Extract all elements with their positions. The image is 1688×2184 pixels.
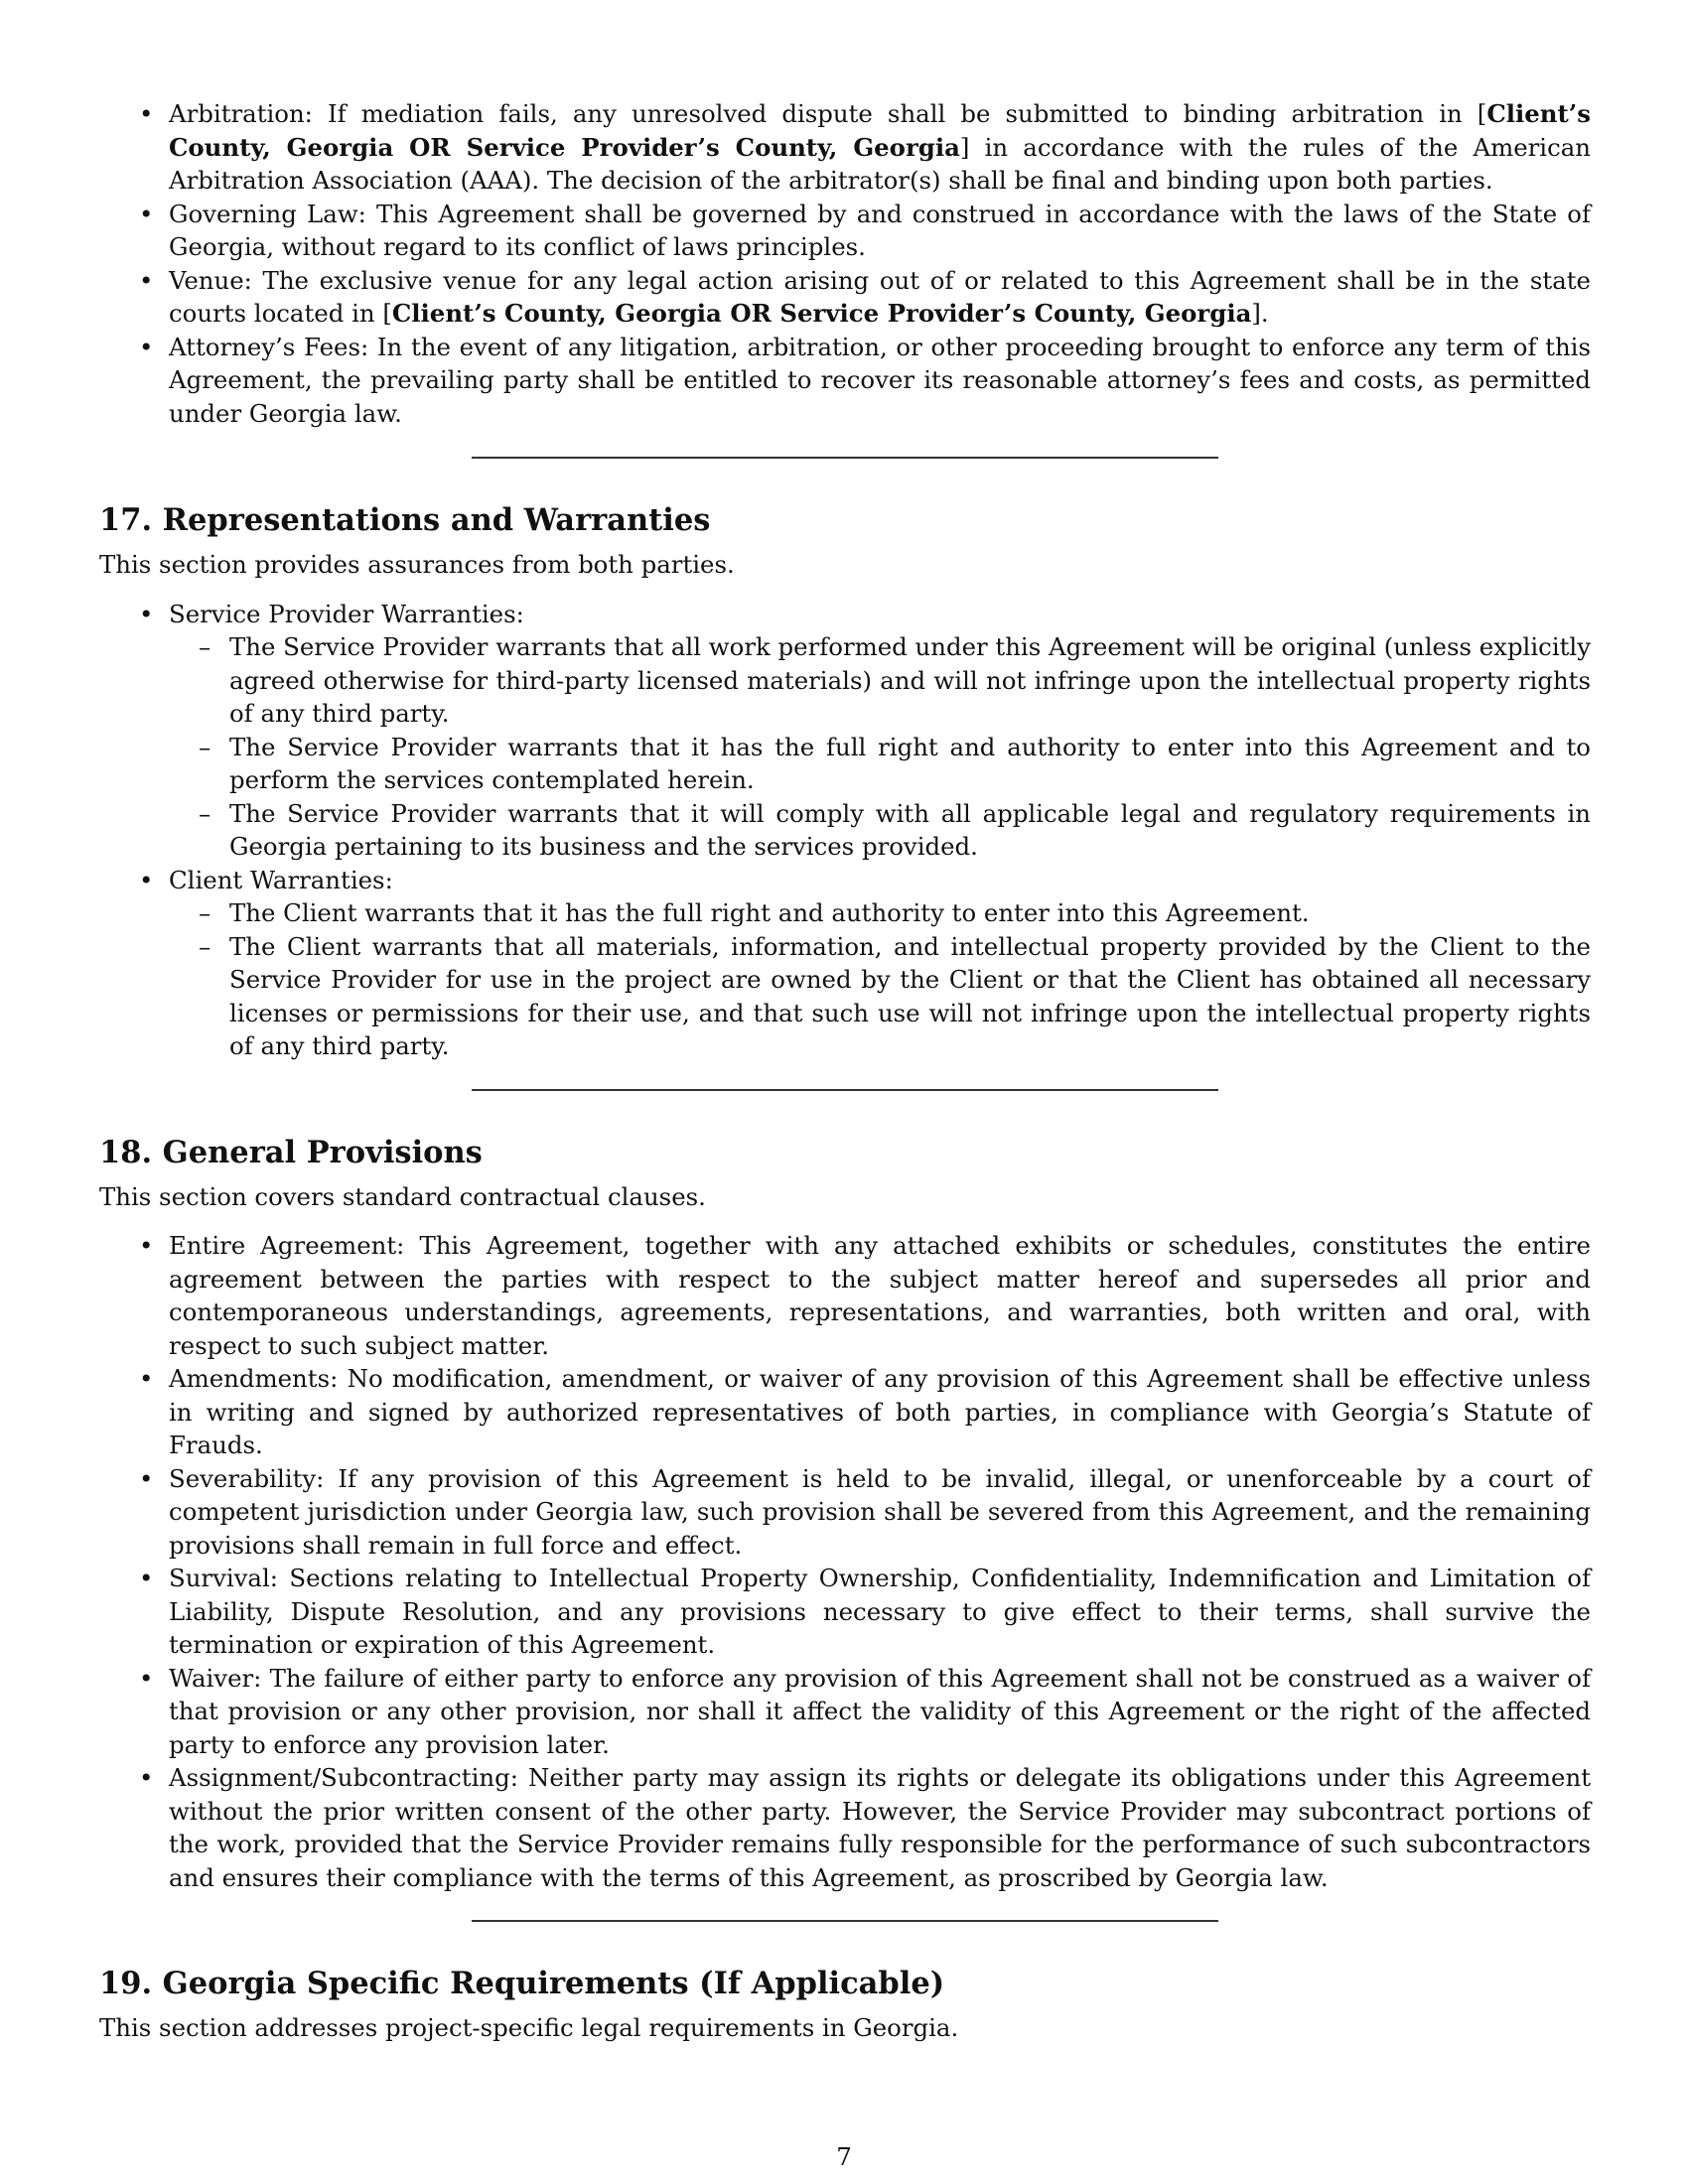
section-17-intro: This section provides assurances from both parties. xyxy=(99,550,735,579)
warranties-list xyxy=(99,598,1591,1063)
sublist xyxy=(169,630,1591,864)
sublist-item: – The Service Provider warrants that it has the full right and authority to enter into this Agreement and to perform the services contemplated herein. xyxy=(169,731,1591,797)
section-18-heading: 18. General Provisions xyxy=(99,1134,483,1170)
section-divider xyxy=(472,1920,1218,1922)
section-19-intro: This section addresses project-specific legal requirements in Georgia. xyxy=(99,2013,959,2042)
sublist-item: – The Service Provider warrants that all work performed under this Agreement will be original (unless explicitly agreed otherwise for third-party licensed materials) and will not infringe upon the intellectual property rights of any third party. xyxy=(169,630,1591,731)
list-item-arbitration: • Arbitration: If mediation fails, any unresolved dispute shall be submitted to binding arbitration in [Client’s County, Georgia OR Service Provider’s County, Georgia] in accordance with the rules of the American Arbitration Association (AAA). The decision of the arbitrator(s) shall be final and binding upon both parties. xyxy=(99,97,1591,198)
list-item: • Amendments: No modification, amendment, or waiver of any provision of this Agreement shall be effective unless in writing and signed by authorized representatives of both parties, in compliance with Georgia’s Statute of Frauds. xyxy=(99,1362,1591,1462)
section-17-heading: 17. Representations and Warranties xyxy=(99,502,711,538)
sublist-item: – The Service Provider warrants that it will comply with all applicable legal and regulatory requirements in Georgia pertaining to its business and the services provided. xyxy=(169,797,1591,864)
sublist-item: – The Client warrants that it has the full right and authority to enter into this Agreement. xyxy=(169,896,1591,930)
general-provisions-list xyxy=(99,1229,1591,1894)
list-item: • Severability: If any provision of this Agreement is held to be invalid, illegal, or unenforceable by a court of competent jurisdiction under Georgia law, such provision shall be severed from this Agreement, and the remaining provisions shall remain in full force and effect. xyxy=(99,1462,1591,1563)
section-divider xyxy=(472,1089,1218,1091)
list-item-attorneys-fees: • Attorney’s Fees: In the event of any litigation, arbitration, or other proceeding brought to enforce any term of this Agreement, the prevailing party shall be entitled to recover its reasonable attorney’s fees and costs, as permitted under Georgia law. xyxy=(99,331,1591,431)
list-item-venue: • Venue: The exclusive venue for any legal action arising out of or related to this Agreement shall be in the state courts located in [Client’s County, Georgia OR Service Provider’s County, Georgia]. xyxy=(99,264,1591,331)
list-item-client-warranties: • Client Warranties: – The Client warrants that it has the full right and authority to enter into this Agreement. – The Client warrants that all materials, information, and intellectual property provided by the Client to the Service Provider for use in the project are owned by the Client or that the Client has obtained all necessary licenses or permissions for their use, and that such use will not infringe upon the intellectual property rights of any third party. xyxy=(99,864,1591,1063)
section-19-heading: 19. Georgia Specific Requirements (If Applicable) xyxy=(99,1966,945,2001)
list-item: • Assignment/Subcontracting: Neither party may assign its rights or delegate its obligations under this Agreement without the prior written consent of the other party. However, the Service Provider may subcontract portions of the work, provided that the Service Provider remains fully responsible for the performance of such subcontractors and ensures their compliance with the terms of this Agreement, as proscribed by Georgia law. xyxy=(99,1761,1591,1894)
section-divider xyxy=(472,457,1218,459)
list-item: • Waiver: The failure of either party to enforce any provision of this Agreement shall not be construed as a waiver of that provision or any other provision, nor shall it affect the validity of this Agreement or the right of the affected party to enforce any provision later. xyxy=(99,1662,1591,1762)
list-item-governing-law: • Governing Law: This Agreement shall be governed by and construed in accordance with the laws of the State of Georgia, without regard to its conflict of laws principles. xyxy=(99,198,1591,264)
dispute-list xyxy=(99,97,1591,430)
document-page xyxy=(99,97,1591,2045)
list-item: • Survival: Sections relating to Intellectual Property Ownership, Confidentiality, Indemnification and Limitation of Liability, Dispute Resolution, and any provisions necessary to give effect to their terms, shall survive the termination or expiration of this Agreement. xyxy=(99,1562,1591,1662)
list-item: • Entire Agreement: This Agreement, together with any attached exhibits or schedules, constitutes the entire agreement between the parties with respect to the subject matter hereof and supersedes all prior and contemporaneous understandings, agreements, representations, and warranties, both written and oral, with respect to such subject matter. xyxy=(99,1229,1591,1362)
list-item-service-provider-warranties: • Service Provider Warranties: – The Service Provider warrants that all work performed under this Agreement will be original (unless explicitly agreed otherwise for third-party licensed materials) and will not infringe upon the intellectual property rights of any third party. – The Service Provider warrants that it has the full right and authority to enter into this Agreement and to perform the services contemplated herein. – The Service Provider warrants that it will comply with all applicable legal and regulatory requirements in Georgia pertaining to its business and the services provided. xyxy=(99,598,1591,864)
sublist xyxy=(169,896,1591,1063)
page-number: 7 xyxy=(836,2142,852,2171)
section-18-intro: This section covers standard contractual clauses. xyxy=(99,1181,706,1211)
sublist-item: – The Client warrants that all materials, information, and intellectual property provided by the Client to the Service Provider for use in the project are owned by the Client or that the Client has obtained all necessary licenses or permissions for their use, and that such use will not infringe upon the intellectual property rights of any third party. xyxy=(169,930,1591,1063)
